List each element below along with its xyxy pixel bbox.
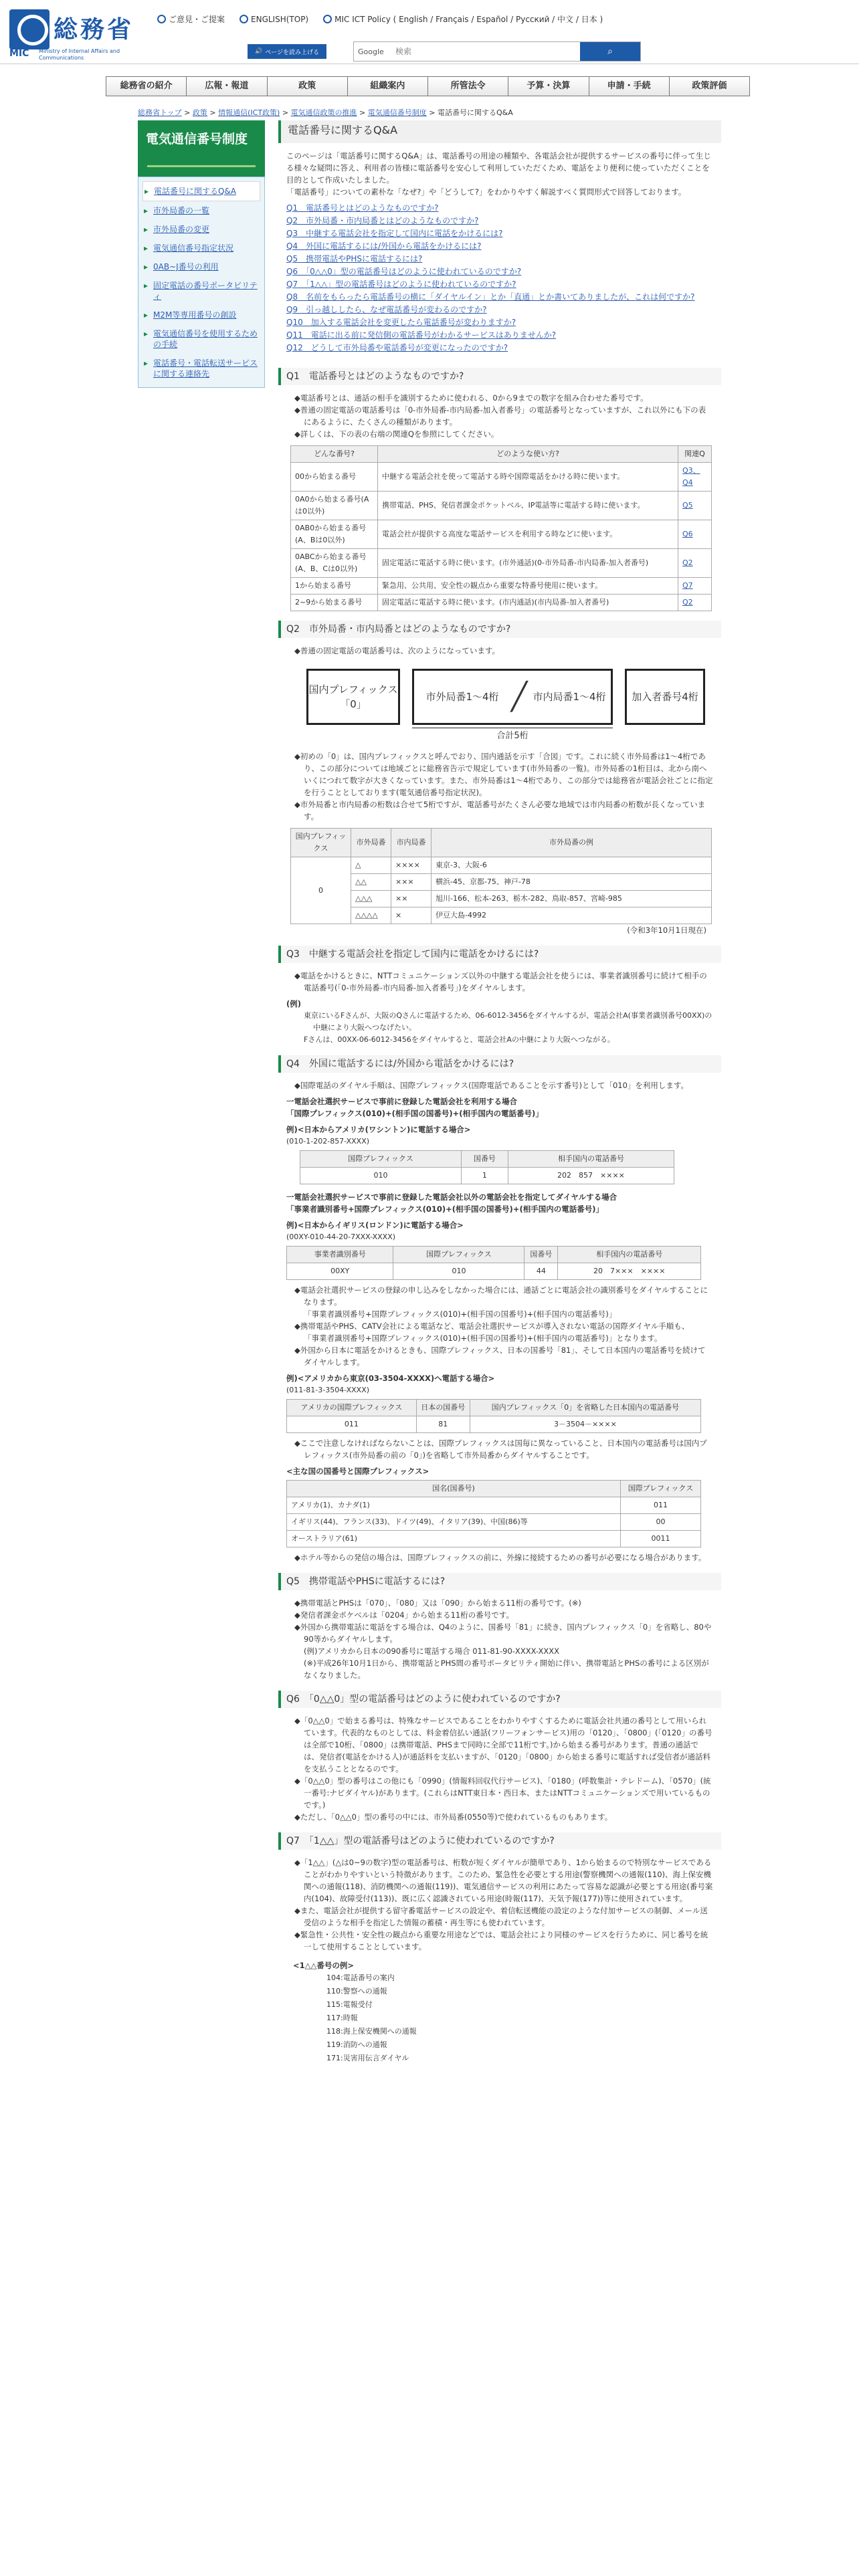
q3-body (278, 970, 721, 1046)
search-box (353, 41, 641, 62)
table-cell: 旭川-166、松本-263、栃木-282、鳥取-857、宮崎-985 (432, 891, 712, 907)
table-cell: 3－3504－×××× (470, 1416, 700, 1433)
sidebar-item-0abj[interactable]: ▸ 0AB~J番号の利用 (142, 257, 260, 276)
table-cell: 緊急用、公共用、安全性の観点から重要な特番号使用に使います。 (378, 578, 678, 595)
toc-link[interactable]: Q5 携帯電話やPHSに電話するには? (286, 254, 423, 263)
list-item: 118:海上保安機関への通報 (326, 2027, 417, 2036)
feedback-link[interactable]: ご意見・ご提案 (157, 13, 225, 25)
related-q-link[interactable]: Q6 (678, 520, 712, 549)
q1-text: ◆普通の固定電話の電話番号は「0-市外局番-市内局番-加入者番号」の電話番号となっていますが、これ以外にも下の表にあるように、たくさんの種類があります。 (294, 405, 706, 427)
sidebar-title: 電気通信番号制度 (138, 120, 265, 177)
table-row (291, 463, 712, 492)
table-cell: 0011 (621, 1531, 701, 1547)
table-cell: イギリス(44)、フランス(33)、ドイツ(49)、イタリア(39)、中国(86)等 (287, 1514, 621, 1531)
table-cell: 81 (416, 1416, 470, 1433)
diagram-total-label: 合計5桁 (496, 731, 529, 741)
related-q-link[interactable]: Q7 (678, 578, 712, 595)
site-header (0, 0, 859, 64)
q4-example-label: 例)<日本からアメリカ(ワシントン)に電話する場合> (286, 1125, 471, 1134)
q2-heading: Q2 市外局番・市内局番とはどのようなものですか? (278, 621, 721, 638)
table-cell: ×× (391, 891, 432, 907)
table-cell: △ (351, 857, 391, 874)
list-item: 104:電話番号の案内 (326, 1973, 395, 1982)
breadcrumb-link[interactable]: 電気通信番号制度 (367, 108, 427, 117)
q4-example-number: (010-1-202-857-XXXX) (286, 1137, 370, 1146)
gnav-laws[interactable]: 所管法令 (428, 77, 508, 96)
sidebar-item-changes[interactable]: ▸ 市外局番の変更 (142, 220, 260, 239)
logo-english: Ministry of Internal Affairs and Communications (39, 48, 120, 61)
q6-text: ◆ただし、「0△△0」型の番号の中には、市外局番(0550等)で使われているものもあります。 (294, 1812, 613, 1822)
list-item: 110:警察への通報 (326, 1987, 387, 1996)
q2-table (290, 828, 712, 924)
q3-example: Fさんは、00XX-06-6012-3456をダイヤルすると、電話会社Aの中継により大阪へつながる。 (304, 1035, 615, 1044)
table-cell: 00 (621, 1514, 701, 1531)
q2-lead: ◆普通の固定電話の電話番号は、次のようになっています。 (294, 646, 500, 655)
table-cell: 011 (287, 1416, 417, 1433)
english-top-link[interactable]: ENGLISH(TOP) (240, 13, 308, 25)
table-cell: △△ (351, 874, 391, 891)
q6-heading: Q6 「0△△0」型の電話番号はどのように使われているのですか? (278, 1691, 721, 1708)
google-label: Google (358, 47, 384, 56)
q4-formula: 「事業者識別番号+国際プレフィックス(010)+(相手国の国番号)+(相手国内の電話番号)」 (286, 1204, 603, 1214)
toc-link[interactable]: Q3 中継する電話会社を指定して国内に電話をかけるには? (286, 229, 503, 238)
q4-text: ◆外国から日本に電話をかけるときも、国際プレフィックス、日本の国番号「81」、そして日本国内の電話番号を続けてダイヤルします。 (294, 1346, 706, 1367)
search-icon: ⌕ (607, 46, 613, 57)
table-row (291, 857, 712, 874)
table-cell: 0 (291, 857, 351, 924)
table-cell: 携帯電話、PHS、発信者課金ポケットベル、IP電話等に電話する時に使います。 (378, 492, 678, 520)
q4-example-label: 例)<アメリカから東京(03-3504-XXXX)へ電話する場合> (286, 1374, 495, 1383)
readaloud-button[interactable]: 🔊 ページを読み上げる (248, 44, 326, 59)
breadcrumb-link[interactable]: 総務省トップ (138, 108, 182, 117)
q4-text: ◆ここで注意しなければならないことは、国際プレフィックスは国毎に異なっていること、日本国内の電話番号は国内プレフィックス(市外局番の前の「0」)を省略して市外局番からダイヤルすることです。 (294, 1438, 707, 1460)
q1-text: ◆電話番号とは、通話の相手を識別するために使われる、0から9までの数字を組み合わせた番号です。 (294, 393, 648, 403)
table-cell: ×××× (391, 857, 432, 874)
toc-link[interactable]: Q2 市外局番・市内局番とはどのようなものですか? (286, 216, 479, 225)
table-row (300, 1168, 674, 1184)
q7-text: ◆緊急性・公共性・安全性の観点から重要な用途などでは、電話会社により同様のサービスを行うために、同じ番号を統一して使用することとしています。 (294, 1930, 708, 1951)
q4-table-3 (286, 1399, 701, 1433)
table-cell: 固定電話に電話する時に使います。(市外通話)(0-市外局番-市内局番-加入者番号) (378, 549, 678, 578)
table-cell: 202 857 ×××× (508, 1168, 674, 1184)
related-q-link[interactable]: Q3、Q4 (678, 463, 712, 492)
toc-link[interactable]: Q4 外国に電話するには/外国から電話をかけるには? (286, 241, 482, 251)
table-cell: 横浜-45、京都-75、神戸-78 (432, 874, 712, 891)
gnav-about[interactable]: 総務省の紹介 (106, 77, 187, 96)
diagram-prefix-box: 国内プレフィックス「0」 (306, 669, 400, 725)
q4-text: ◆電話会社選択サービスの登録の申し込みをしなかった場合には、通話ごとに電話会社の識別番号をダイヤルすることになります。 (294, 1285, 708, 1307)
table-cell: 固定電話に電話する時に使います。(市内通話)(市内局番-加入者番号) (378, 595, 678, 611)
diagram-code-box (412, 669, 613, 725)
toc-link[interactable]: Q10 加入する電話会社を変更したら電話番号が変わりますか? (286, 318, 516, 327)
table-row (287, 1497, 701, 1514)
table-row (287, 1416, 701, 1433)
table-cell: オーストラリア(61) (287, 1531, 621, 1547)
list-item: 119:消防への通報 (326, 2040, 387, 2049)
list-item: 117:時報 (326, 2014, 358, 2022)
radio-icon (240, 15, 248, 23)
q4-text: ◆携帯電話やPHS、CATV会社による電話など、電話会社選択サービスが導入されない電話の国際ダイヤル手順も、 (294, 1321, 690, 1331)
table-row (291, 520, 712, 549)
table-cell: アメリカ(1)、カナダ(1) (287, 1497, 621, 1514)
q5-body (278, 1597, 721, 1681)
q2-body (278, 645, 721, 936)
table-cell: 0AB0から始まる番号(A、Bは0以外) (291, 520, 378, 549)
table-row (291, 549, 712, 578)
col-header: 相手国内の電話番号 (558, 1247, 701, 1263)
q4-subhead: 一電話会社選択サービスで事前に登録した電話会社以外の電話会社を指定してダイヤルする場合 (286, 1192, 617, 1202)
q3-example: 東京にいるFさんが、大阪のQさんに電話するため、06-6012-3456をダイヤルするが、電話会社A(事業者識別番号00XX)の中継により大阪へつなげたい。 (304, 1011, 712, 1032)
table-cell: 2~9から始まる番号 (291, 595, 378, 611)
q2-col-header: 国内プレフィックス (291, 829, 351, 857)
table-cell: 00から始まる番号 (291, 463, 378, 492)
toc-link[interactable]: Q8 名前をもらったら電話番号の横に「ダイヤルイン」とか「直通」とか書いてありましたが、これは何ですか? (286, 292, 695, 302)
col-header: 国際プレフィックス (393, 1247, 524, 1263)
table-row (291, 492, 712, 520)
q3-example-label: (例) (286, 999, 302, 1008)
q4-subhead: 一電話会社選択サービスで事前に登録した電話会社を利用する場合 (286, 1097, 517, 1106)
q7-heading: Q7 「1△△」型の電話番号はどのように使われているのですか? (278, 1832, 721, 1850)
col-header: 国名(国番号) (287, 1481, 621, 1497)
q4-text: ◆ホテル等からの発信の場合は、国際プレフィックスの前に、外線に接続するための番号が必要になる場合があります。 (294, 1553, 706, 1562)
q6-body (278, 1715, 721, 1823)
sidebar (138, 120, 265, 388)
mic-logo[interactable] (9, 9, 150, 61)
q3-text: ◆電話をかけるときに、NTTコミュニケーションズ以外の中継する電話会社を使うには、事業者識別番号に続けて相手の電話番号(「0-市外局番-市内局番-加入者番号」)をダイヤルします。 (294, 971, 707, 992)
q4-table-1 (300, 1150, 674, 1184)
table-cell: 44 (524, 1263, 558, 1280)
q1-body (278, 392, 721, 611)
table-row (287, 1263, 701, 1280)
related-q-link[interactable]: Q2 (678, 549, 712, 578)
table-row (287, 1514, 701, 1531)
table-cell: 010 (393, 1263, 524, 1280)
q2-note: (令和3年10月1日現在) (627, 926, 706, 935)
sidebar-item-contacts[interactable]: ▸ 電話番号・電話転送サービスに関する連絡先 (142, 354, 260, 383)
diagram-slash: ╱ (510, 681, 528, 712)
table-cell: 00XY (287, 1263, 393, 1280)
table-cell: 中継する電話会社を使って電話する時や国際電話をかける時に使います。 (378, 463, 678, 492)
breadcrumb-link[interactable]: 情報通信(ICT政策) (218, 108, 280, 117)
table-cell: 東京-3、大阪-6 (432, 857, 712, 874)
breadcrumb-link[interactable]: 電気通信政策の推進 (290, 108, 357, 117)
related-q-link[interactable]: Q2 (678, 595, 712, 611)
table-cell: 010 (300, 1168, 462, 1184)
gnav-pr[interactable]: 広報・報道 (187, 77, 267, 96)
table-cell: 1 (461, 1168, 508, 1184)
toc-link[interactable]: Q12 どうして市外局番や電話番号が変更になったのですか? (286, 343, 508, 352)
q1-heading: Q1 電話番号とはどのようなものですか? (278, 368, 721, 385)
table-cell: ××× (391, 874, 432, 891)
q5-text: ◆携帯電話とPHSは「070」、「080」又は「090」から始まる11桁の番号です。(※) (294, 1598, 581, 1608)
q4-text: ◆国際電話のダイヤル手順は、国際プレフィックス(国際電話であることを示す番号)として「010」を利用します。 (294, 1081, 689, 1090)
number-structure-diagram (300, 663, 700, 744)
q3-heading: Q3 中継する電話会社を指定して国内に電話をかけるには? (278, 946, 721, 963)
q5-text: (※)平成26年10月1日から、携帯電話とPHS間の番号ポータビリティ開始に伴い、携帯電話とPHSの番号による区別がなくなりました。 (304, 1658, 709, 1680)
gnav-applications[interactable]: 申請・手続 (589, 77, 670, 96)
q1-col-header: 関連Q (678, 446, 712, 463)
q1-col-header: どんな番号? (291, 446, 378, 463)
diagram-area-code: 市外局番1～4桁 (425, 691, 499, 703)
q4-example-number: (011-81-3-3504-XXXX) (286, 1386, 370, 1394)
diagram-local-code: 市内局番1～4桁 (533, 691, 606, 703)
table-row (291, 874, 712, 891)
table-row (291, 595, 712, 611)
gnav-budget[interactable]: 予算・決算 (508, 77, 589, 96)
sidebar-item-areacodes[interactable]: ▸ 市外局番の一覧 (142, 201, 260, 220)
col-header: 相手国内の電話番号 (508, 1151, 674, 1168)
q6-text: ◆「0△△0」で始まる番号は、特殊なサービスであることをわかりやすくするために電話会社共通の番号として用いられています。代表的なものとしては、料金着信払い通話(フリーフォンサービス)用の「0120」、「0800」(「0120」の番号は全部で10桁、「0800」は携帯電話、PHSまで同時に全部で11桁です。)から始まる番号があります。普通の通話では、発信者(電話をかける人)が通話料を支払いますが、「0120」「0800」から始まる番号に電話すれば受信者が通話料を支払うこととなるのです。 (294, 1716, 712, 1774)
q1-col-header: どのような使い方? (378, 446, 678, 463)
intro (278, 150, 721, 198)
radio-icon (323, 15, 332, 23)
q2-text: ◆市外局番と市内局番の桁数は合せて5桁ですが、電話番号がたくさん必要な地域では市内局番の桁数が長くなっています。 (294, 800, 706, 821)
col-header: 国番号 (461, 1151, 508, 1168)
q4-body (278, 1079, 721, 1564)
table-row (287, 1531, 701, 1547)
q4-example-number: (00XY-010-44-20-7XXX-XXXX) (286, 1232, 396, 1241)
q7-list (286, 1971, 713, 2065)
breadcrumb-link[interactable]: 政策 (192, 108, 207, 117)
gnav-evaluation[interactable]: 政策評価 (670, 77, 749, 96)
table-row (291, 891, 712, 907)
q7-text: ◆「1△△」(△は0~9の数字)型の電話番号は、桁数が短くダイヤルが簡単であり、1から始まるので特別なサービスであることがわかりやすいという特徴があります。このため、緊急性を必要とする用途(警察機関への通報(110)、海上保安機関への通報(118)、消防機関への通報(119))、電気通信サービスの利用にあたって容易な認識が必要とする用途(番号案内(104)、故障受付(113))、既に広く認識されている用途(時報(117)、天気予報(177))等に使用されています。 (294, 1858, 713, 1903)
col-header: 国際プレフィックス (621, 1481, 701, 1497)
q4-table-2 (286, 1246, 701, 1280)
related-q-link[interactable]: Q5 (678, 492, 712, 520)
q5-text: ◆発信者課金ポケベルは「0204」から始まる11桁の番号です。 (294, 1610, 514, 1620)
diagram-subscriber-box: 加入者番号4桁 (625, 669, 705, 725)
intro-text: 「電話番号」についての素朴な「なぜ?」や「どうして?」をわかりやすく解説すべく質問形式で回答しております。 (286, 187, 686, 197)
col-header: 国番号 (524, 1247, 558, 1263)
table-cell: 011 (621, 1497, 701, 1514)
table-cell: 20 7××× ×××× (558, 1263, 701, 1280)
table-cell: △△△△ (351, 907, 391, 924)
table-row (291, 907, 712, 924)
search-input[interactable] (391, 42, 580, 61)
sidebar-item-status[interactable]: ▸ 電気通信番号指定状況 (142, 239, 260, 257)
q5-text: (例)アメリカから日本の090番号に電話する場合 011-81-90-XXXX-XXXX (304, 1646, 559, 1656)
q2-col-header: 市外局番の例 (432, 829, 712, 857)
speaker-icon: 🔊 (254, 48, 263, 55)
q4-text: 「事業者識別番号+国際プレフィックス(010)+(相手国の国番号)+(相手国内の電話番号)」 (304, 1309, 617, 1319)
sidebar-menu (138, 177, 265, 388)
toc-link[interactable]: Q6 「0△△0」型の電話番号はどのように使われているのですか? (286, 267, 522, 276)
intro-text: このページは「電話番号に関するQ&A」は、電話番号の用途の種類や、各電話会社が提供するサービスの番号に伴って生じる様々な疑問に答え、利用者の皆様に電話番号を安心して利用していただくため、電話をより便利に使っていただくことを目的として作成いたしました。 (286, 151, 711, 185)
table-cell: △△△ (351, 891, 391, 907)
search-button[interactable] (580, 42, 640, 61)
table-cell: 0A0から始まる番号(Aは0以外) (291, 492, 378, 520)
table-cell: 伊豆大島-4992 (432, 907, 712, 924)
q4-formula: 「国際プレフィックス(010)+(相手国の国番号)+(相手国内の電話番号)」 (286, 1109, 543, 1118)
q4-heading: Q4 外国に電話するには/外国から電話をかけるには? (278, 1055, 721, 1073)
toc-link[interactable]: Q1 電話番号とはどのようなものですか? (286, 203, 439, 213)
list-item: 171:災害用伝言ダイヤル (326, 2054, 409, 2062)
breadcrumb: 総務省トップ > 政策 > 情報通信(ICT政策) > 電気通信政策の推進 > 電気通信番号制度 > 電話番号に関するQ&A (138, 108, 513, 117)
gnav-organization[interactable]: 組織案内 (348, 77, 428, 96)
col-header: アメリカの国際プレフィックス (287, 1400, 417, 1416)
toc-link[interactable]: Q9 引っ越ししたら、なぜ電話番号が変わるのですか? (286, 305, 487, 314)
sidebar-item-m2m[interactable]: ▸ M2M等専用番号の創設 (142, 306, 260, 324)
table-cell: 1から始まる番号 (291, 578, 378, 595)
q7-text: ◆また、電話会社が提供する留守番電話サービスの設定や、着信転送機能の設定のような付加サービスの制御、メール送受信のような相手を指定した情報の蓄積・再生等にも使われています。 (294, 1906, 708, 1927)
q5-text: ◆外国から携帯電話に電話をする場合は、Q4のように、国番号「81」に続き、国内プレフィックス「0」を省略し、80や90等からダイヤルします。 (294, 1622, 712, 1644)
q4-country-title: <主な国の国番号と国際プレフィックス> (286, 1467, 430, 1476)
q2-col-header: 市内局番 (391, 829, 432, 857)
q1-text: ◆詳しくは、下の表の右端の関連Qを参照にしてください。 (294, 429, 499, 439)
table-row (291, 578, 712, 595)
q2-text: ◆初めの「0」は、国内プレフィックスと呼んでおり、国内通話を示す「合図」です。これに続く市外局番は1～4桁であり、この部分については地域ごとに総務省告示で規定しています(市外局番の一覧)。市外局番の1桁目は、北から南へいくにつれて数字が大きくなっています。また、市外局番は1～4桁であり、この部分では総務省が電話会社ごとに指定を行うこととしております(電気通信番号指定状況)。 (294, 752, 713, 797)
table-cell: 電話会社が提供する高度な電話サービスを利用する時などに使います。 (378, 520, 678, 549)
logo-title: 総務省 (54, 16, 134, 43)
logo-mic: MIC (9, 48, 29, 59)
q4-country-table (286, 1480, 701, 1547)
q7-body (278, 1856, 721, 2065)
q7-example-label: <1△△番号の例> (293, 1961, 354, 1970)
header-links (157, 13, 603, 25)
page-title: 電話番号に関するQ&A (278, 120, 721, 143)
ict-policy-link[interactable]: MIC ICT Policy ( English / Français / Español / Русский / 中文 / 日本 ) (323, 13, 603, 25)
col-header: 日本の国番号 (416, 1400, 470, 1416)
table-cell: × (391, 907, 432, 924)
breadcrumb-current: 電話番号に関するQ&A (438, 108, 513, 117)
col-header: 国内プレフィックス「0」を省略した日本国内の電話番号 (470, 1400, 700, 1416)
radio-icon (157, 15, 166, 23)
sidebar-item-portability[interactable]: ▸ 固定電話の番号ポータビリティ (142, 276, 260, 306)
logo-mark-icon (9, 9, 50, 49)
toc (278, 198, 721, 358)
table-cell: 0ABCから始まる番号(A、B、Cは0以外) (291, 549, 378, 578)
sidebar-item-procedures[interactable]: ▸ 電気通信番号を使用するための手続 (142, 324, 260, 354)
col-header: 国際プレフィックス (300, 1151, 462, 1168)
q4-example-label: 例)<日本からイギリス(ロンドン)に電話する場合> (286, 1220, 464, 1230)
global-nav (106, 76, 750, 96)
toc-link[interactable]: Q11 電話に出る前に発信側の電話番号がわかるサービスはありませんか? (286, 330, 557, 340)
col-header: 事業者識別番号 (287, 1247, 393, 1263)
q5-heading: Q5 携帯電話やPHSに電話するには? (278, 1573, 721, 1590)
toc-link[interactable]: Q7 「1△△」型の電話番号はどのように使われているのですか? (286, 280, 516, 289)
q6-text: ◆「0△△0」型の番号はこの他にも「0990」(情報料回収代行サービス)、「0180」(呼数集計・テレドーム)、「0570」(統一番号:ナビダイヤル)があります。(これらはNTT東日本・西日本、またはNTTコミュニケーションズで用いているものです。) (294, 1776, 711, 1810)
q1-table (290, 445, 712, 611)
q4-text: 「事業者識別番号+国際プレフィックス(010)+(相手国の国番号)+(相手国内の電話番号)」となります。 (304, 1333, 662, 1343)
gnav-policy[interactable]: 政策 (268, 77, 348, 96)
sidebar-item-qa[interactable]: ▸ 電話番号に関するQ&A (142, 181, 260, 201)
q2-col-header: 市外局番 (351, 829, 391, 857)
list-item: 115:電報受付 (326, 2000, 373, 2009)
main-content (278, 120, 721, 2065)
